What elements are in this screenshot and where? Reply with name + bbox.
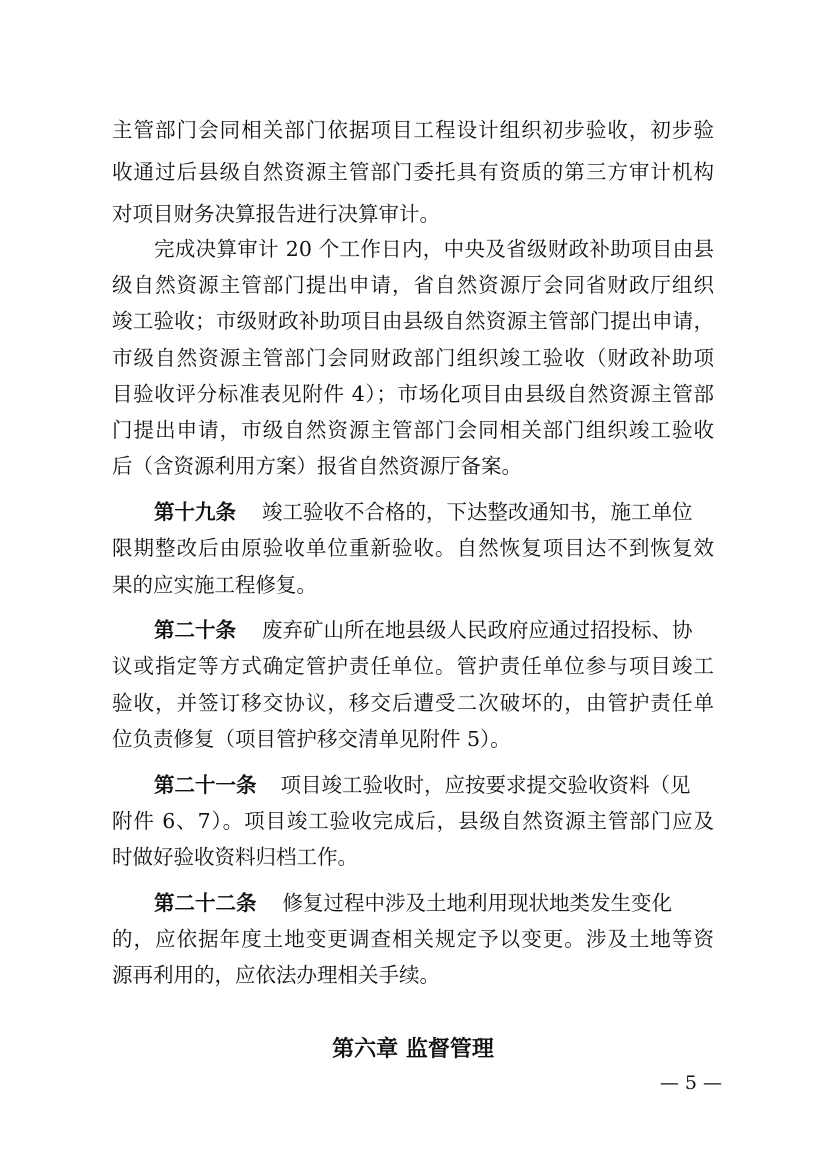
paragraph-line: 市级自然资源主管部门会同财政部门组织竣工验收（财政补助项 bbox=[112, 346, 714, 370]
paragraph-line: 收通过后县级自然资源主管部门委托具有资质的第三方审计机构 bbox=[112, 160, 714, 184]
paragraph-line: 限期整改后由原验收单位重新验收。自然恢复项目达不到恢复效 bbox=[112, 536, 714, 560]
paragraph-text: 废弃矿山所在地县级人民政府应通过招投标、协 bbox=[262, 618, 693, 642]
page-number: — 5 — bbox=[659, 1072, 722, 1094]
article-19-first-line bbox=[154, 492, 714, 532]
paragraph-text: 竣工验收不合格的，下达整改通知书，施工单位 bbox=[262, 500, 693, 524]
paragraph-line: 对项目财务决算报告进行决算审计。 bbox=[112, 202, 440, 226]
paragraph-line: 源再利用的，应依法办理相关手续。 bbox=[112, 963, 440, 987]
article-title: 第二十二条 bbox=[154, 891, 257, 915]
paragraph-line: 主管部门会同相关部门依据项目工程设计组织初步验收，初步验 bbox=[112, 118, 714, 142]
paragraph-line: 果的应实施工程修复。 bbox=[112, 573, 317, 597]
paragraph-text: 项目竣工验收时，应按要求提交验收资料（见 bbox=[280, 773, 691, 797]
article-21-first-line bbox=[154, 765, 714, 805]
paragraph-line: 后（含资源利用方案）报省自然资源厅备案。 bbox=[112, 454, 522, 478]
article-title: 第二十一条 bbox=[154, 773, 257, 797]
paragraph-line: 级自然资源主管部门提出申请，省自然资源厅会同省财政厅组织 bbox=[112, 273, 714, 297]
article-22-first-line bbox=[154, 883, 714, 923]
article-title: 第二十条 bbox=[154, 618, 236, 642]
paragraph-line: 附件 6、7）。项目竣工验收完成后，县级自然资源主管部门应及 bbox=[112, 809, 714, 833]
paragraph-line: 竣工验收；市级财政补助项目由县级自然资源主管部门提出申请， bbox=[112, 309, 714, 333]
paragraph-line: 目验收评分标准表见附件 4）；市场化项目由县级自然资源主管部 bbox=[112, 382, 714, 406]
article-20-first-line bbox=[154, 610, 714, 650]
article-title: 第十九条 bbox=[154, 500, 236, 524]
paragraph-line: 完成决算审计 20 个工作日内，中央及省级财政补助项目由县 bbox=[154, 237, 714, 261]
paragraph-line: 位负责修复（项目管护移交清单见附件 5）。 bbox=[112, 727, 511, 751]
paragraph-line: 议或指定等方式确定管护责任单位。管护责任单位参与项目竣工 bbox=[112, 654, 714, 678]
paragraph-line: 验收，并签订移交协议，移交后遭受二次破坏的，由管护责任单 bbox=[112, 691, 714, 715]
paragraph-line: 门提出申请，市级自然资源主管部门会同相关部门组织竣工验收 bbox=[112, 418, 714, 442]
paragraph-line: 时做好验收资料归档工作。 bbox=[112, 845, 358, 869]
paragraph-line: 的，应依据年度土地变更调查相关规定予以变更。涉及土地等资 bbox=[112, 927, 714, 951]
chapter-heading: 第六章 监督管理 bbox=[332, 1037, 494, 1062]
paragraph-text: 修复过程中涉及土地利用现状地类发生变化 bbox=[282, 891, 672, 915]
